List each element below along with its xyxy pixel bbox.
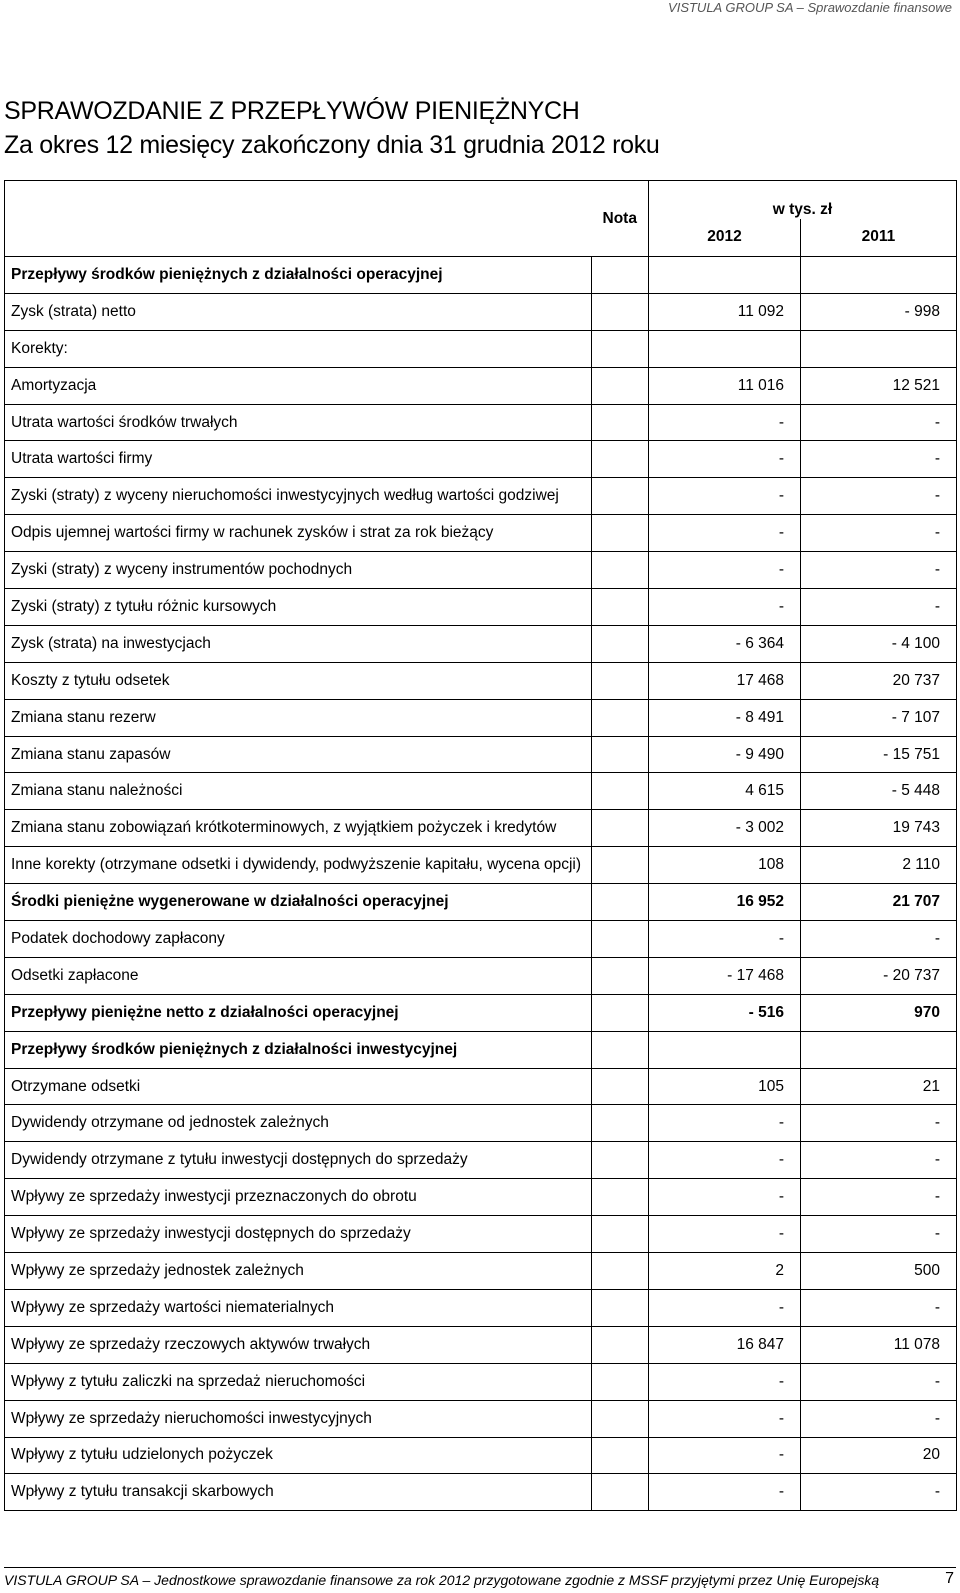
row-value-2011: 12 521 xyxy=(801,367,957,404)
row-nota xyxy=(592,662,649,699)
row-value-2011: - xyxy=(801,1474,957,1511)
table-row xyxy=(5,662,957,699)
table-row xyxy=(5,552,957,589)
row-value-2011: - xyxy=(801,1179,957,1216)
year-2012-header: 2012 xyxy=(649,219,801,257)
row-label: Wpływy ze sprzedaży inwestycji przeznaczonych do obrotu xyxy=(5,1179,592,1216)
row-nota xyxy=(592,1400,649,1437)
row-value-2011: 21 707 xyxy=(801,884,957,921)
table-row xyxy=(5,810,957,847)
footer-text: VISTULA GROUP SA – Jednostkowe sprawozdanie finansowe za rok 2012 przygotowane zgodnie z MSSF przyjętymi przez Unię Europejską xyxy=(4,1572,880,1588)
year-2011-header: 2011 xyxy=(801,219,957,257)
row-nota xyxy=(592,1326,649,1363)
row-nota xyxy=(592,921,649,958)
row-value-2012: 16 847 xyxy=(649,1326,801,1363)
row-nota xyxy=(592,1474,649,1511)
row-value-2011: - xyxy=(801,589,957,626)
row-nota xyxy=(592,1142,649,1179)
table-row xyxy=(5,1437,957,1474)
row-nota xyxy=(592,1105,649,1142)
row-value-2011: - 998 xyxy=(801,293,957,330)
row-value-2011: 19 743 xyxy=(801,810,957,847)
row-value-2011: - xyxy=(801,1363,957,1400)
row-nota xyxy=(592,293,649,330)
table-row xyxy=(5,330,957,367)
row-value-2012: - xyxy=(649,404,801,441)
row-value-2012 xyxy=(649,330,801,367)
table-row xyxy=(5,1326,957,1363)
row-label: Wpływy z tytułu zaliczki na sprzedaż nieruchomości xyxy=(5,1363,592,1400)
table-row xyxy=(5,1142,957,1179)
row-value-2012: 11 016 xyxy=(649,367,801,404)
row-value-2012: - 17 468 xyxy=(649,957,801,994)
table-row xyxy=(5,1068,957,1105)
row-value-2012: - xyxy=(649,552,801,589)
row-label: Dywidendy otrzymane od jednostek zależnych xyxy=(5,1105,592,1142)
row-nota xyxy=(592,515,649,552)
table-row xyxy=(5,1474,957,1511)
row-label: Przepływy pieniężne netto z działalności operacyjnej xyxy=(5,994,592,1031)
row-value-2011: - 15 751 xyxy=(801,736,957,773)
row-value-2012: - xyxy=(649,1474,801,1511)
row-label: Wpływy z tytułu transakcji skarbowych xyxy=(5,1474,592,1511)
row-value-2011: - xyxy=(801,441,957,478)
row-value-2012: - xyxy=(649,1105,801,1142)
row-value-2012: - xyxy=(649,515,801,552)
row-value-2012: - xyxy=(649,441,801,478)
table-row xyxy=(5,293,957,330)
table-row xyxy=(5,367,957,404)
row-value-2011: - xyxy=(801,921,957,958)
row-value-2011: 21 xyxy=(801,1068,957,1105)
row-nota xyxy=(592,404,649,441)
unit-header: w tys. zł xyxy=(649,181,957,219)
row-nota xyxy=(592,589,649,626)
row-value-2012: - xyxy=(649,589,801,626)
table-row xyxy=(5,773,957,810)
row-label: Wpływy ze sprzedaży inwestycji dostępnych do sprzedaży xyxy=(5,1216,592,1253)
row-label: Przepływy środków pieniężnych z działalności inwestycyjnej xyxy=(5,1031,592,1068)
row-value-2012 xyxy=(649,1031,801,1068)
title-line-1: SPRAWOZDANIE Z PRZEPŁYWÓW PIENIĘŻNYCH xyxy=(4,97,580,125)
table-row xyxy=(5,1400,957,1437)
row-value-2012: - xyxy=(649,1216,801,1253)
row-nota xyxy=(592,330,649,367)
row-value-2012: - xyxy=(649,478,801,515)
row-value-2011: - xyxy=(801,552,957,589)
row-nota xyxy=(592,441,649,478)
row-value-2012: - 8 491 xyxy=(649,699,801,736)
row-nota xyxy=(592,1437,649,1474)
row-value-2011: - xyxy=(801,1105,957,1142)
table-row xyxy=(5,1363,957,1400)
row-label: Przepływy środków pieniężnych z działalności operacyjnej xyxy=(5,257,592,294)
header-label-cell-2 xyxy=(5,219,592,257)
row-value-2011: 20 737 xyxy=(801,662,957,699)
row-label: Zmiana stanu zobowiązań krótkoterminowych, z wyjątkiem pożyczek i kredytów xyxy=(5,810,592,847)
row-value-2012: - xyxy=(649,1179,801,1216)
table-row xyxy=(5,1216,957,1253)
page-title xyxy=(4,94,660,162)
row-value-2011: 2 110 xyxy=(801,847,957,884)
row-value-2012: - xyxy=(649,1437,801,1474)
row-label: Dywidendy otrzymane z tytułu inwestycji dostępnych do sprzedaży xyxy=(5,1142,592,1179)
row-nota xyxy=(592,367,649,404)
row-nota xyxy=(592,1363,649,1400)
table-row xyxy=(5,736,957,773)
row-value-2012: - 516 xyxy=(649,994,801,1031)
row-value-2012: - 3 002 xyxy=(649,810,801,847)
row-label: Zyski (straty) z wyceny nieruchomości inwestycyjnych według wartości godziwej xyxy=(5,478,592,515)
footer-divider xyxy=(4,1567,956,1568)
row-value-2012: 16 952 xyxy=(649,884,801,921)
row-value-2012: - xyxy=(649,921,801,958)
row-nota xyxy=(592,957,649,994)
row-value-2012: - xyxy=(649,1363,801,1400)
row-label: Zysk (strata) na inwestycjach xyxy=(5,625,592,662)
row-value-2012: 4 615 xyxy=(649,773,801,810)
row-value-2012: - xyxy=(649,1142,801,1179)
table-row xyxy=(5,1031,957,1068)
row-label: Zysk (strata) netto xyxy=(5,293,592,330)
row-value-2012: - 6 364 xyxy=(649,625,801,662)
row-nota xyxy=(592,1179,649,1216)
page-number: 7 xyxy=(945,1570,954,1587)
row-nota xyxy=(592,552,649,589)
table-row xyxy=(5,1105,957,1142)
row-label: Wpływy ze sprzedaży rzeczowych aktywów trwałych xyxy=(5,1326,592,1363)
row-value-2011: - 4 100 xyxy=(801,625,957,662)
row-nota xyxy=(592,625,649,662)
row-label: Środki pieniężne wygenerowane w działalności operacyjnej xyxy=(5,884,592,921)
row-value-2011: - xyxy=(801,404,957,441)
row-nota xyxy=(592,699,649,736)
table-row xyxy=(5,625,957,662)
row-nota xyxy=(592,773,649,810)
row-value-2011: - xyxy=(801,1289,957,1326)
table-row xyxy=(5,921,957,958)
table-row xyxy=(5,1289,957,1326)
row-nota xyxy=(592,1031,649,1068)
row-nota xyxy=(592,884,649,921)
row-value-2012: 17 468 xyxy=(649,662,801,699)
row-nota xyxy=(592,847,649,884)
table-row xyxy=(5,957,957,994)
row-value-2012: - xyxy=(649,1289,801,1326)
row-value-2011: 970 xyxy=(801,994,957,1031)
row-label: Wpływy ze sprzedaży jednostek zależnych xyxy=(5,1253,592,1290)
row-value-2011: 11 078 xyxy=(801,1326,957,1363)
cash-flow-table xyxy=(4,180,957,1511)
table-row xyxy=(5,257,957,294)
row-nota xyxy=(592,1289,649,1326)
row-label: Utrata wartości środków trwałych xyxy=(5,404,592,441)
title-line-2: Za okres 12 miesięcy zakończony dnia 31 grudnia 2012 roku xyxy=(4,131,660,159)
row-value-2011 xyxy=(801,330,957,367)
row-nota xyxy=(592,257,649,294)
row-nota xyxy=(592,994,649,1031)
row-label: Korekty: xyxy=(5,330,592,367)
row-label: Odsetki zapłacone xyxy=(5,957,592,994)
row-value-2012: 11 092 xyxy=(649,293,801,330)
row-value-2012: 108 xyxy=(649,847,801,884)
running-header: VISTULA GROUP SA – Sprawozdanie finansowe xyxy=(668,0,952,15)
table-row xyxy=(5,847,957,884)
row-value-2011: 20 xyxy=(801,1437,957,1474)
table-row xyxy=(5,1179,957,1216)
row-value-2011: - xyxy=(801,1142,957,1179)
row-value-2011: - xyxy=(801,1400,957,1437)
row-label: Zmiana stanu należności xyxy=(5,773,592,810)
row-value-2011: - 5 448 xyxy=(801,773,957,810)
row-label: Wpływy z tytułu udzielonych pożyczek xyxy=(5,1437,592,1474)
row-nota xyxy=(592,1068,649,1105)
row-value-2012: 105 xyxy=(649,1068,801,1105)
row-label: Odpis ujemnej wartości firmy w rachunek zysków i strat za rok bieżący xyxy=(5,515,592,552)
row-label: Amortyzacja xyxy=(5,367,592,404)
row-value-2011: - xyxy=(801,515,957,552)
row-label: Zmiana stanu rezerw xyxy=(5,699,592,736)
row-value-2011: - 20 737 xyxy=(801,957,957,994)
table-row xyxy=(5,441,957,478)
table-header-row xyxy=(5,181,957,219)
row-label: Zmiana stanu zapasów xyxy=(5,736,592,773)
row-value-2012: - xyxy=(649,1400,801,1437)
row-nota xyxy=(592,810,649,847)
row-value-2011: - xyxy=(801,478,957,515)
table-row xyxy=(5,884,957,921)
row-value-2011 xyxy=(801,1031,957,1068)
row-label: Zyski (straty) z wyceny instrumentów pochodnych xyxy=(5,552,592,589)
row-label: Utrata wartości firmy xyxy=(5,441,592,478)
row-nota xyxy=(592,478,649,515)
row-label: Wpływy ze sprzedaży wartości niematerialnych xyxy=(5,1289,592,1326)
row-label: Koszty z tytułu odsetek xyxy=(5,662,592,699)
row-label: Otrzymane odsetki xyxy=(5,1068,592,1105)
table-row xyxy=(5,1253,957,1290)
table-year-row xyxy=(5,219,957,257)
table-row xyxy=(5,515,957,552)
row-value-2012: - 9 490 xyxy=(649,736,801,773)
table-row xyxy=(5,404,957,441)
table-row xyxy=(5,994,957,1031)
row-value-2011: - 7 107 xyxy=(801,699,957,736)
row-nota xyxy=(592,1216,649,1253)
row-value-2012: 2 xyxy=(649,1253,801,1290)
row-value-2011: 500 xyxy=(801,1253,957,1290)
row-label: Inne korekty (otrzymane odsetki i dywidendy, podwyższenie kapitału, wycena opcji) xyxy=(5,847,592,884)
row-value-2012 xyxy=(649,257,801,294)
table-row xyxy=(5,699,957,736)
row-label: Podatek dochodowy zapłacony xyxy=(5,921,592,958)
row-nota xyxy=(592,1253,649,1290)
header-label-cell xyxy=(5,181,592,219)
row-value-2011: - xyxy=(801,1216,957,1253)
row-value-2011 xyxy=(801,257,957,294)
table-row xyxy=(5,478,957,515)
row-label: Zyski (straty) z tytułu różnic kursowych xyxy=(5,589,592,626)
nota-header: Nota xyxy=(592,181,649,257)
table-row xyxy=(5,589,957,626)
row-label: Wpływy ze sprzedaży nieruchomości inwestycyjnych xyxy=(5,1400,592,1437)
row-nota xyxy=(592,736,649,773)
